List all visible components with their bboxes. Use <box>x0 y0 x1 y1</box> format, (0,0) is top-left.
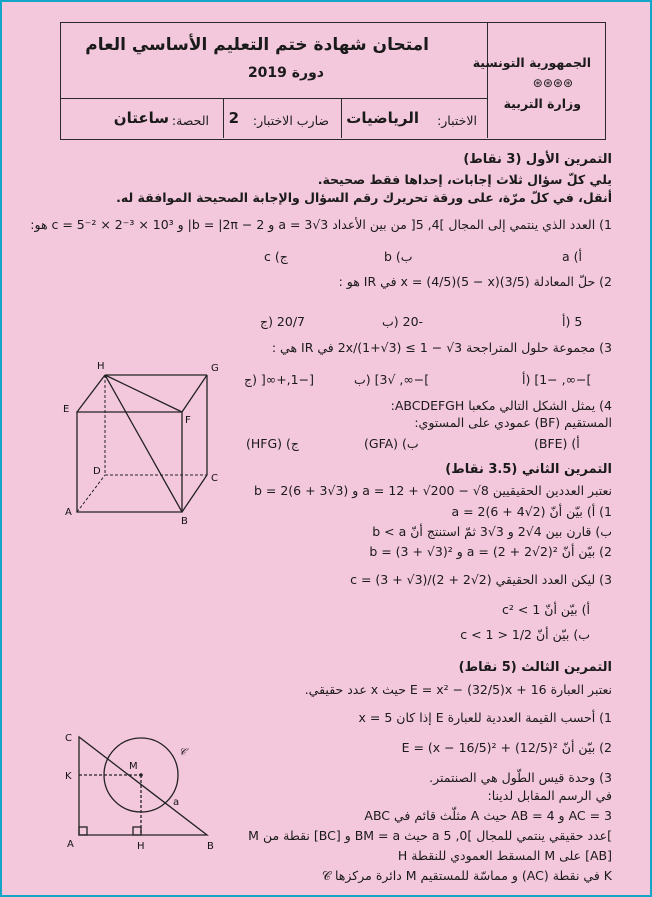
bullet-item: M نقطة من [BC] و BM = a حيث a عدد حقيقي ينتمي للمجال ]0, 5[ <box>248 828 612 843</box>
header-divider <box>341 99 342 138</box>
option-b: -20 (ب <box>382 314 424 329</box>
cube-label: D <box>93 466 101 477</box>
option-a: ]−∞, −1] (أ <box>522 372 592 387</box>
exercise-2-title: التمرين الثاني (3.5 نقاط) <box>445 462 612 477</box>
option-c: 20/7 (ج <box>260 314 305 329</box>
bullet-item: ABC مثلّث قائم في A حيث AB = 4 و AC = 3 <box>364 808 612 823</box>
header-title-block <box>61 23 487 99</box>
question-2-3b: ب) بيّن أنّ 1/2 < c < 1 <box>460 627 590 642</box>
coef-label: ضارب الاختبار: <box>252 113 329 128</box>
cube-figure <box>57 357 237 527</box>
triangle-label: C <box>65 733 72 744</box>
question-1-4: 4) يمثل الشكل التالي مكعبا ABCDEFGH: <box>390 398 612 413</box>
header-divider <box>223 99 224 138</box>
question-3-3: 3) وحدة قيس الطّول هي الصنتمتر. <box>429 770 612 785</box>
option-b: (GFA) (ب <box>364 436 419 451</box>
question-3-3-sub: في الرسم المقابل لدينا: <box>487 788 612 803</box>
triangle-label: B <box>207 841 214 852</box>
exercise-1-instruction: أنقل، في كلّ مرّة، على ورقة تحريرك رقم السؤال والإجابة الصحيحة الموافقة له. <box>116 190 612 205</box>
exercise-1-instruction: يلي كلّ سؤال ثلاث إجابات، إحداها فقط صحيحة. <box>317 172 612 187</box>
cube-label: G <box>211 363 219 374</box>
option-c: (HFG) (ج <box>246 436 299 451</box>
ministry-name: وزارة التربية <box>503 96 581 111</box>
option-b: ]−∞, √3] (ب <box>354 372 430 387</box>
cube-label: H <box>97 361 105 372</box>
exam-session: دورة 2019 <box>247 65 324 81</box>
exercise-3-intro: نعتبر العبارة E = x² − (32/5)x + 16 حيث x عدد حقيقي. <box>304 682 612 697</box>
question-1-1: 1) العدد الذي ينتمي إلى المجال ]4, 5[ من بين الأعداد a = 3√3 و b = |2π − 2| و c = 5⁻² × 2⁻³ × 10³ هو: <box>30 217 612 232</box>
triangle-label: A <box>67 839 74 850</box>
option-a: 5 (أ <box>562 314 583 329</box>
option-a: a (أ <box>562 249 582 264</box>
cube-label: C <box>211 473 218 484</box>
option-c: c (ج <box>264 249 288 264</box>
exam-title: امتحان شهادة ختم التعليم الأساسي العام <box>85 35 429 55</box>
question-2-3: 3) ليكن العدد الحقيقي c = (3 + √3)/(2 + 2√2) <box>350 572 612 587</box>
cube-label: E <box>63 404 70 415</box>
duration-value: ساعتان <box>113 109 169 127</box>
coef-value: 2 <box>228 109 239 127</box>
triangle-label: H <box>137 841 145 852</box>
question-1-2: 2) حلّ المعادلة (3/5)x = (4/5)(5 − x) في IR هو : <box>338 274 612 289</box>
emblem-stars: ⊛⊛⊛⊛ <box>532 76 573 90</box>
option-c: [−1,+∞[ (ج <box>244 372 314 387</box>
cube-label: F <box>185 415 191 426</box>
question-3-1: 1) أحسب القيمة العددية للعبارة E إذا كان x = 5 <box>358 710 612 725</box>
option-a: (BFE) (أ <box>534 436 580 451</box>
exercise-2-intro: نعتبر العددين الحقيقيين a = 12 + √200 − √8 و b = 2(6 + 3√3) <box>253 483 612 498</box>
triangle-figure <box>57 727 227 857</box>
question-1-4-sub: المستقيم (BF) عمودي على المستوي: <box>414 415 612 430</box>
subject-name: الرياضيات <box>346 109 419 127</box>
cube-label: B <box>181 516 188 527</box>
exercise-3-title: التمرين الثالث (5 نقاط) <box>458 660 612 675</box>
question-2-2: 2) بيّن أنّ a = (2 + 2√2)² و b = (3 + √3)² <box>369 544 612 559</box>
bullet-item: H المسقط العمودي للنقطة M على [AB] <box>397 848 612 863</box>
header-ministry-block <box>472 23 605 138</box>
duration-label: الحصة: <box>171 113 209 128</box>
bullet-item: 𝒞 دائرة مركزها M و مماسّة للمستقيم (AC) في نقطة K <box>321 868 612 883</box>
question-3-2: 2) بيّن أنّ E = (x − 16/5)² + (12/5)² <box>401 740 612 755</box>
triangle-label: a <box>173 797 180 808</box>
question-2-1a: 1) أ) بيّن أنّ a = 2(6 + 4√2) <box>451 504 612 519</box>
question-2-1b: ب) قارن بين 4√2 و 3√3 ثمّ استنتج أنّ b < a <box>372 524 612 539</box>
subject-label: الاختبار: <box>437 113 477 128</box>
triangle-label: M <box>129 761 138 772</box>
triangle-label: 𝒞 <box>179 747 187 758</box>
country-name: الجمهورية التونسية <box>472 55 591 70</box>
option-b: b (ب <box>384 249 413 264</box>
triangle-label: K <box>65 771 72 782</box>
question-2-3a: أ) بيّن أنّ c² < 1 <box>502 602 590 617</box>
exam-header <box>60 22 606 140</box>
exercise-1-title: التمرين الأول (3 نقاط) <box>463 152 612 167</box>
cube-label: A <box>65 507 72 518</box>
question-1-3: 3) مجموعة حلول المتراجحة 2x/(1+√3) ≤ 1 − √3 في IR هي : <box>271 340 612 355</box>
